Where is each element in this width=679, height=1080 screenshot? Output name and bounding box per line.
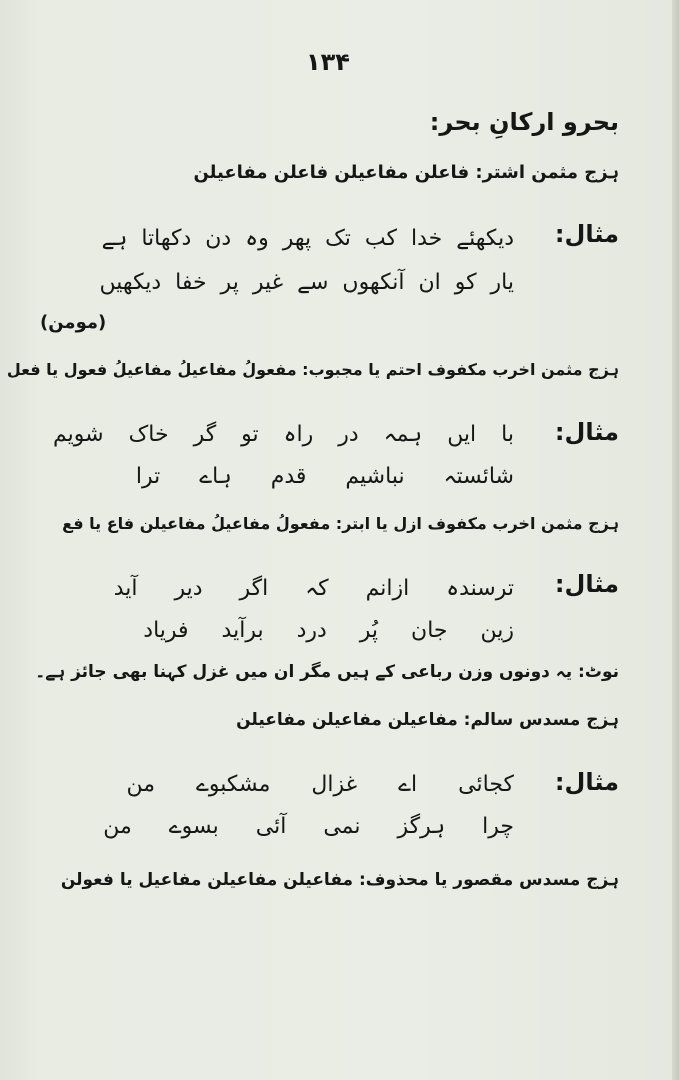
example-label-3: مثال:: [554, 570, 619, 598]
meter-line-2: ہزج مثمن اخرب مکفوف احتم یا مجبوب: مفعولُ مفاعیلُ مفاعیلُ فعول یا فعل: [6, 360, 619, 379]
verse-2-1: با ایں ہمہ در راہ تو گر خاک شویم: [53, 422, 514, 447]
verse-4-2: چرا ہرگز نمی آئی بسوے من: [103, 814, 514, 839]
page-number: ۱۳۴: [306, 48, 350, 76]
verse-3-1: ترسندہ ازانم کہ اگر دیر آید: [113, 576, 514, 601]
meter-line-1: ہزج مثمن اشتر: فاعلن مفاعیلن فاعلن مفاعیلن: [193, 162, 619, 183]
page-heading: بحرو ارکانِ بحر:: [429, 108, 619, 136]
note-line: نوٹ: یہ دونوں وزن رباعی کے ہیں مگر ان میں غزل کہنا بھی جائز ہے۔: [35, 662, 619, 682]
verse-1-2: یار کو ان آنکھوں سے غیر پر خفا دیکھیں: [99, 270, 514, 295]
verse-1-1: دیکھئے خدا کب تک پھر وہ دن دکھاتا ہے: [101, 226, 514, 251]
meter-line-5: ہزج مسدس مقصور یا محذوف: مفاعیلن مفاعیلن مفاعیل یا فعولن: [60, 870, 619, 890]
verse-4-1: کجائی اے غزال مشکبوے من: [126, 772, 514, 797]
poet-attribution: (مومن): [40, 312, 107, 333]
meter-line-3: ہزج مثمن اخرب مکفوف ازل یا ابتر: مفعولُ مفاعیلُ مفاعیلن فاع یا فع: [62, 514, 619, 533]
example-label-1: مثال:: [554, 220, 619, 248]
page-edge-shadow: [672, 0, 679, 1080]
example-label-4: مثال:: [554, 768, 619, 796]
verse-2-2: شائستہ نباشیم قدم ہاے ترا: [135, 464, 514, 489]
meter-line-4: ہزج مسدس سالم: مفاعیلن مفاعیلن مفاعیلن: [236, 710, 619, 730]
verse-3-2: زین جان پُر درد برآید فریاد: [143, 618, 514, 643]
example-label-2: مثال:: [554, 418, 619, 446]
